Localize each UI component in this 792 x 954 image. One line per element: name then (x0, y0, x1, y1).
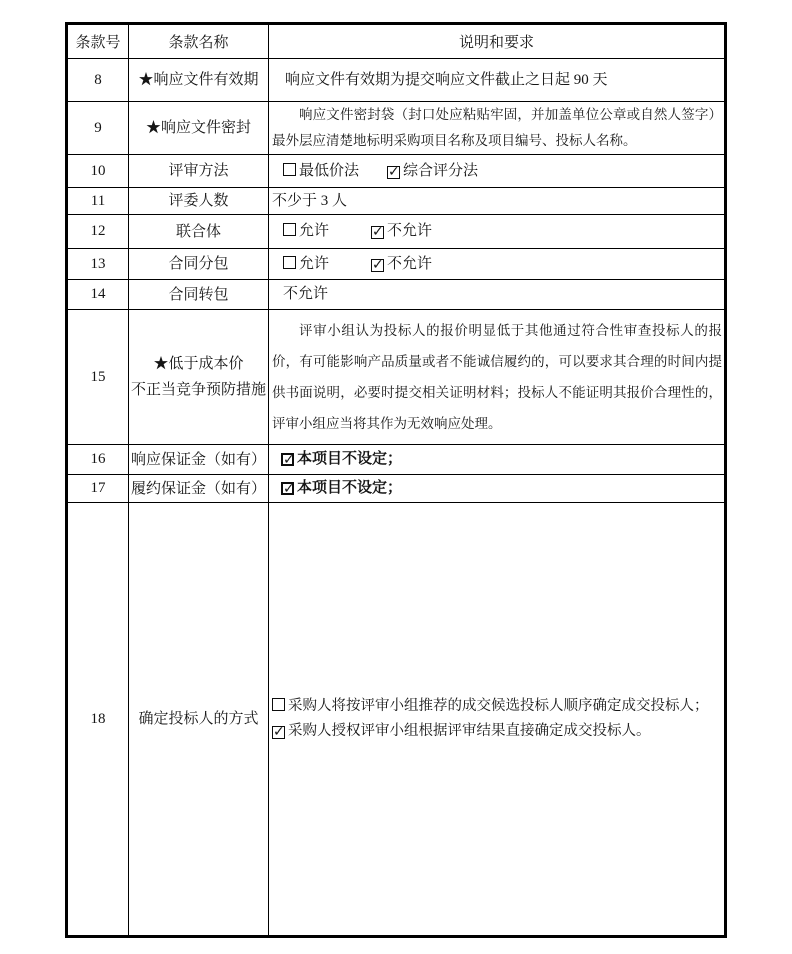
checked-checkbox-icon: ✓ (372, 224, 384, 240)
requirement-cell (269, 310, 726, 445)
checkbox-label: 本项目不设定； (297, 480, 403, 496)
table-header-row (67, 24, 726, 59)
clause-name-line: 不正当竞争预防措施 (130, 382, 266, 398)
clause-name-line: 评审方法 (168, 163, 229, 179)
table-row (67, 249, 726, 280)
clause-name-cell (129, 475, 269, 503)
requirement-line (283, 219, 718, 244)
checkbox-option (281, 451, 402, 467)
requirement-line (272, 694, 722, 719)
checkbox-option (281, 480, 402, 496)
clause-number: 8 (94, 71, 102, 88)
clause-name-cell (129, 249, 269, 280)
checkbox-label: 综合评分法 (403, 162, 479, 179)
clause-number-cell (67, 102, 129, 155)
checked-checkbox-icon: ✓ (273, 724, 285, 740)
checkbox-label: 最低价法 (299, 162, 360, 179)
table-row (67, 155, 726, 188)
requirement-line (283, 252, 718, 277)
clause-number-cell (67, 59, 129, 102)
clause-number: 18 (90, 710, 106, 727)
checkbox-option (371, 223, 432, 239)
clause-name-cell (129, 280, 269, 310)
requirement-cell (269, 475, 726, 503)
clause-name-cell (129, 310, 269, 445)
clause-number-cell (67, 310, 129, 445)
checkbox-label: 本项目不设定； (297, 451, 403, 467)
table-row (67, 310, 726, 445)
header-clause-name: 条款名称 (129, 24, 269, 59)
requirement-paragraph: 响应文件密封袋（封口处应粘贴牢固，并加盖单位公章或自然人签字）最外层应清楚地标明采购项目名称及项目编号、投标人名称。 (272, 107, 722, 148)
requirement-cell (269, 59, 726, 102)
clause-number: 11 (90, 192, 106, 209)
clause-name-line: 履约保证金（如有） (130, 480, 266, 497)
clause-number: 12 (90, 223, 106, 239)
requirement-line (272, 719, 722, 744)
requirement-paragraph: 评审小组认为投标人的报价明显低于其他通过符合性审查投标人的报价，有可能影响产品质量或者不能诚信履约的，可以要求其合理的时间内提供书面说明，必要时提交相关证明材料；投标人不能证明其报价合理性的，评审小组应当将其作为无效响应处理。 (272, 323, 722, 431)
requirement-text: 不少于 3 人 (272, 192, 348, 209)
checkbox-option (283, 223, 329, 239)
clause-number-cell (67, 188, 129, 215)
checkbox-option (371, 256, 432, 272)
clause-number-cell (67, 155, 129, 188)
clause-number-cell (67, 215, 129, 249)
requirement-cell (269, 503, 726, 937)
checkbox-label: 允许 (299, 223, 330, 239)
checkbox-option (283, 163, 359, 179)
checkbox-option (283, 256, 329, 272)
clause-name-line: 响应保证金（如有） (130, 451, 266, 468)
checked-checkbox-icon: ✓ (388, 163, 400, 180)
requirement-text: 不允许 (283, 286, 329, 302)
checkbox-option (387, 163, 478, 179)
checkbox-option (272, 698, 709, 714)
clause-number: 10 (90, 162, 106, 179)
requirement-line (281, 476, 718, 501)
unchecked-checkbox-icon (283, 223, 296, 236)
requirement-line (285, 68, 718, 93)
table-row (67, 102, 726, 155)
table-row (67, 59, 726, 102)
clause-name-cell (129, 102, 269, 155)
header-clause-number: 条款号 (67, 24, 129, 59)
clause-name-cell (129, 59, 269, 102)
clause-name-line: ★响应文件密封 (145, 120, 251, 136)
clauses-table (65, 22, 727, 938)
requirement-cell (269, 249, 726, 280)
checkbox-label: 采购人将按评审小组推荐的成交候选投标人顺序确定成交投标人； (288, 698, 709, 714)
requirement-cell (269, 445, 726, 475)
clause-number-cell (67, 249, 129, 280)
clause-name-cell (129, 188, 269, 215)
clause-name-cell (129, 445, 269, 475)
unchecked-checkbox-icon (283, 256, 296, 269)
clause-number: 15 (90, 368, 106, 385)
clause-name-line: ★响应文件有效期 (138, 72, 259, 88)
unchecked-checkbox-icon (272, 698, 285, 711)
requirement-line (283, 159, 718, 184)
checked-checkbox-icon: ✓ (283, 481, 295, 497)
requirement-cell (269, 280, 726, 310)
checkbox-label: 允许 (299, 255, 330, 272)
clause-name-line: 合同转包 (168, 286, 229, 303)
checked-checkbox-icon: ✓ (372, 256, 384, 273)
clause-name-cell (129, 503, 269, 937)
table-row (67, 188, 726, 215)
clause-number: 17 (90, 480, 106, 496)
clause-number: 14 (90, 286, 106, 302)
requirement-text: 响应文件有效期为提交响应文件截止之日起 90 天 (285, 71, 608, 88)
clause-number: 13 (90, 255, 106, 272)
unchecked-checkbox-icon (283, 163, 296, 176)
clauses-table-body (67, 59, 726, 937)
requirement-cell (269, 102, 726, 155)
requirement-cell (269, 188, 726, 215)
checked-checkbox-icon: ✓ (283, 452, 295, 468)
requirement-cell (269, 215, 726, 249)
table-row (67, 215, 726, 249)
table-row (67, 280, 726, 310)
clause-name-cell (129, 155, 269, 188)
clause-number-cell (67, 445, 129, 475)
clause-name-line: 联合体 (175, 223, 221, 240)
table-row (67, 475, 726, 503)
header-requirements: 说明和要求 (269, 24, 726, 59)
clause-number: 9 (94, 119, 102, 136)
clause-name-line: 评委人数 (168, 193, 229, 209)
table-row (67, 503, 726, 937)
clause-number: 16 (90, 451, 106, 467)
clause-number-cell (67, 475, 129, 503)
clause-number-cell (67, 503, 129, 937)
checkbox-label: 采购人授权评审小组根据评审结果直接确定成交投标人。 (288, 723, 651, 739)
requirement-line (272, 189, 722, 214)
clause-number-cell (67, 280, 129, 310)
clause-name-line: 确定投标人的方式 (138, 711, 259, 727)
checkbox-label: 不允许 (387, 223, 433, 239)
requirement-line (283, 282, 718, 307)
clause-name-line: ★低于成本价 (153, 356, 244, 372)
table-row (67, 445, 726, 475)
clause-name-line: 合同分包 (168, 256, 229, 272)
requirement-line (281, 447, 718, 472)
checkbox-label: 不允许 (387, 255, 433, 272)
checkbox-option (272, 723, 651, 739)
requirement-cell (269, 155, 726, 188)
clause-name-cell (129, 215, 269, 249)
